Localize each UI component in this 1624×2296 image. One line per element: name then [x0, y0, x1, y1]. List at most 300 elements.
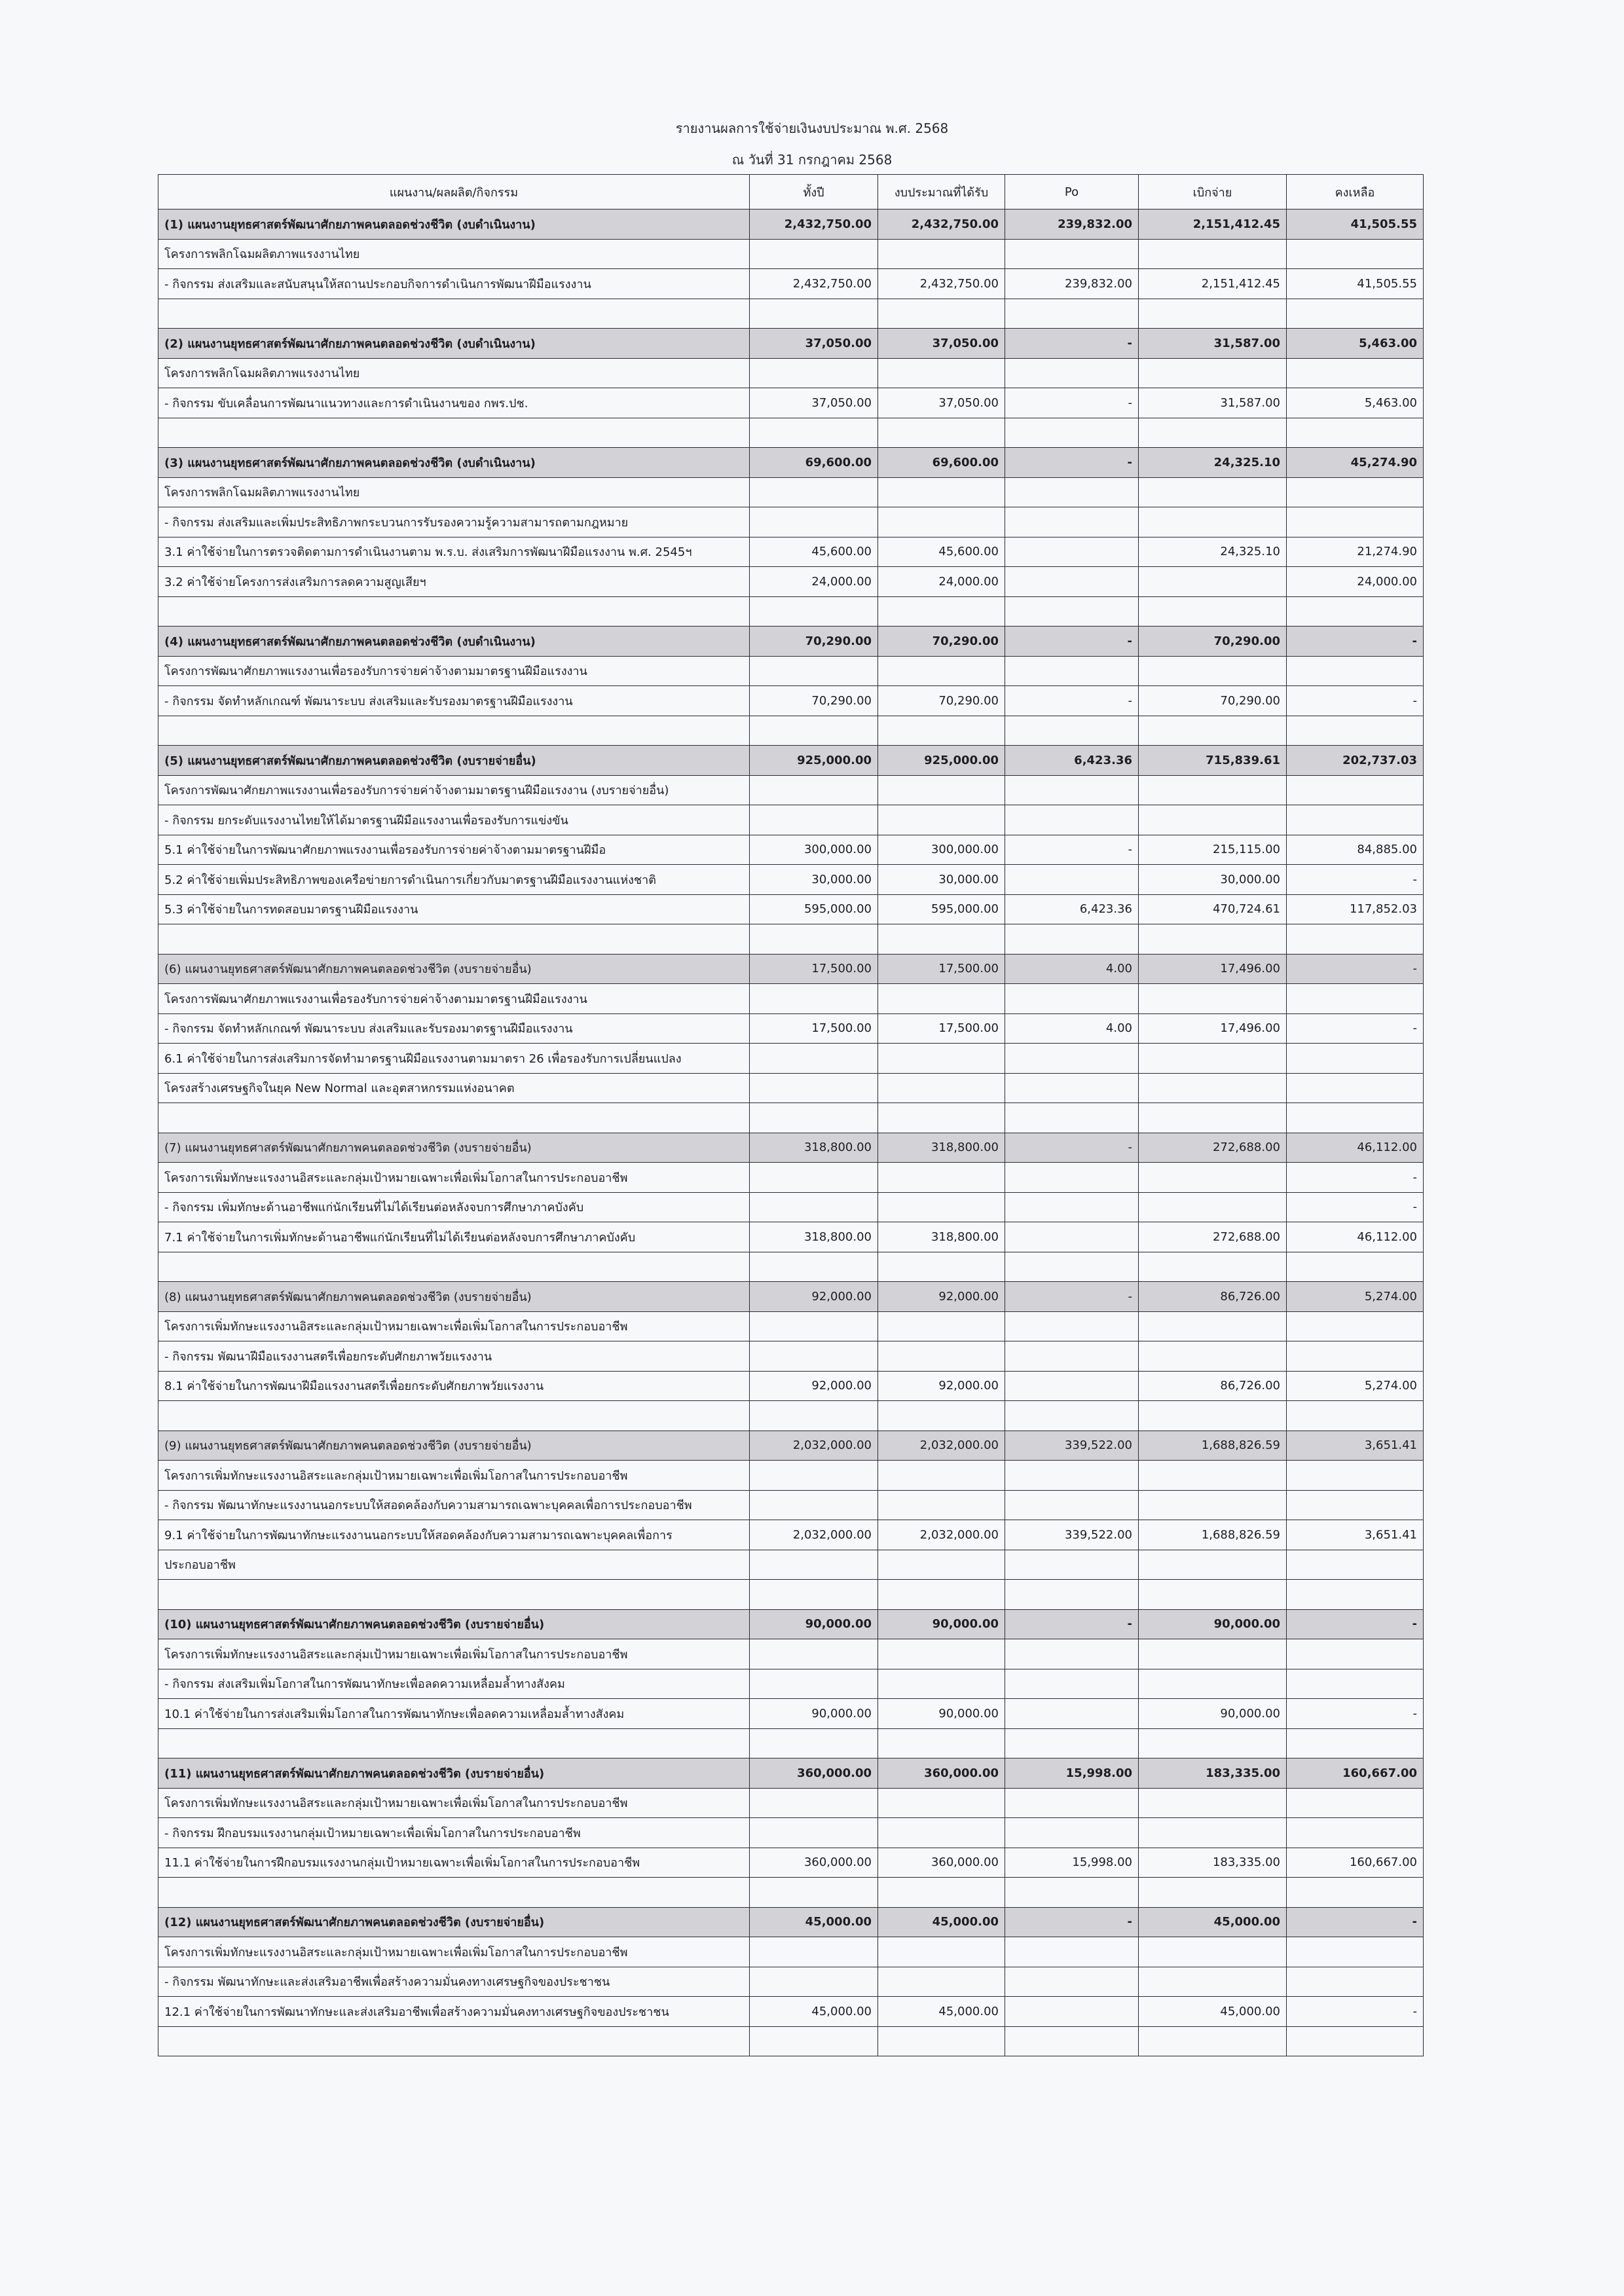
allocated-cell: 17,500.00 — [878, 1013, 1005, 1044]
disbursed-cell — [1139, 716, 1287, 746]
remaining-cell: 41,505.55 — [1287, 269, 1424, 299]
allocated-cell — [878, 1967, 1005, 1997]
disbursed-cell: 17,496.00 — [1139, 1013, 1287, 1044]
allocated-cell — [878, 1818, 1005, 1848]
plan-cell: - กิจกรรม ส่งเสริมและเพิ่มประสิทธิภาพกระบวนการรับรองความรู้ความสามารถตามกฎหมาย — [158, 507, 750, 538]
plan-cell: (12) แผนงานยุทธศาสตร์พัฒนาศักยภาพคนตลอดช่วงชีวิต (งบรายจ่ายอื่น) — [158, 1907, 750, 1937]
allocated-cell — [878, 358, 1005, 388]
plan-cell: 5.2 ค่าใช้จ่ายเพิ่มประสิทธิภาพของเครือข่ายการดำเนินการเกี่ยวกับมาตรฐานฝีมือแรงงานแห่งชาติ — [158, 865, 750, 895]
po-cell — [1005, 1788, 1139, 1818]
annual-cell: 90,000.00 — [750, 1699, 878, 1729]
annual-cell: 45,000.00 — [750, 1997, 878, 2027]
disbursed-cell — [1139, 1103, 1287, 1133]
plan-cell: - กิจกรรม พัฒนาทักษะแรงงานนอกระบบให้สอดคล้องกับความสามารถเฉพาะบุคคลเพื่อการประกอบอาชีพ — [158, 1490, 750, 1520]
allocated-cell: 90,000.00 — [878, 1609, 1005, 1639]
remaining-cell — [1287, 1103, 1424, 1133]
table-row — [158, 239, 1424, 269]
annual-cell: 595,000.00 — [750, 894, 878, 924]
table-row-blank — [158, 1728, 1424, 1758]
table-row-blank — [158, 418, 1424, 448]
remaining-cell: 117,852.03 — [1287, 894, 1424, 924]
remaining-cell — [1287, 1639, 1424, 1669]
annual-cell — [750, 507, 878, 538]
allocated-cell — [878, 1461, 1005, 1491]
annual-cell — [750, 239, 878, 269]
annual-cell: 318,800.00 — [750, 1222, 878, 1252]
annual-cell: 17,500.00 — [750, 954, 878, 984]
annual-cell — [750, 1937, 878, 1967]
disbursed-cell — [1139, 2026, 1287, 2056]
remaining-cell: 5,274.00 — [1287, 1371, 1424, 1401]
table-row — [158, 210, 1424, 240]
allocated-cell: 318,800.00 — [878, 1133, 1005, 1163]
table-row — [158, 1044, 1424, 1074]
remaining-cell — [1287, 1252, 1424, 1282]
allocated-cell: 92,000.00 — [878, 1282, 1005, 1312]
po-cell: 4.00 — [1005, 954, 1139, 984]
po-cell — [1005, 1728, 1139, 1758]
annual-cell — [750, 1252, 878, 1282]
disbursed-cell — [1139, 1461, 1287, 1491]
table-row — [158, 1311, 1424, 1341]
header-allocated: งบประมาณที่ได้รับ — [878, 175, 1005, 210]
annual-cell — [750, 418, 878, 448]
table-row — [158, 1163, 1424, 1193]
disbursed-cell: 715,839.61 — [1139, 746, 1287, 776]
disbursed-cell — [1139, 984, 1287, 1014]
allocated-cell — [878, 1937, 1005, 1967]
po-cell: - — [1005, 1907, 1139, 1937]
allocated-cell — [878, 477, 1005, 507]
po-cell — [1005, 1044, 1139, 1074]
disbursed-cell: 215,115.00 — [1139, 835, 1287, 865]
po-cell — [1005, 1103, 1139, 1133]
allocated-cell: 90,000.00 — [878, 1699, 1005, 1729]
plan-cell: โครงการเพิ่มทักษะแรงงานอิสระและกลุ่มเป้าหมายเฉพาะเพื่อเพิ่มโอกาสในการประกอบอาชีพ — [158, 1163, 750, 1193]
po-cell — [1005, 1073, 1139, 1103]
disbursed-cell — [1139, 656, 1287, 686]
table-row — [158, 1013, 1424, 1044]
allocated-cell: 360,000.00 — [878, 1758, 1005, 1789]
table-row — [158, 388, 1424, 418]
disbursed-cell — [1139, 1341, 1287, 1372]
table-row — [158, 537, 1424, 567]
remaining-cell: 84,885.00 — [1287, 835, 1424, 865]
remaining-cell: - — [1287, 1907, 1424, 1937]
disbursed-cell — [1139, 1311, 1287, 1341]
table-row — [158, 1133, 1424, 1163]
annual-cell — [750, 1818, 878, 1848]
annual-cell: 17,500.00 — [750, 1013, 878, 1044]
table-row-blank — [158, 1401, 1424, 1431]
disbursed-cell — [1139, 1967, 1287, 1997]
annual-cell — [750, 1550, 878, 1580]
table-row — [158, 1371, 1424, 1401]
table-row — [158, 865, 1424, 895]
remaining-cell — [1287, 984, 1424, 1014]
table-body — [158, 210, 1424, 2056]
remaining-cell: - — [1287, 686, 1424, 716]
po-cell — [1005, 865, 1139, 895]
remaining-cell: - — [1287, 627, 1424, 657]
table-row — [158, 1341, 1424, 1372]
plan-cell: 8.1 ค่าใช้จ่ายในการพัฒนาฝีมือแรงงานสตรีเพื่อยกระดับศักยภาพวัยแรงงาน — [158, 1371, 750, 1401]
annual-cell — [750, 1401, 878, 1431]
annual-cell — [750, 1878, 878, 1908]
plan-cell: - กิจกรรม ยกระดับแรงงานไทยให้ได้มาตรฐานฝีมือแรงงานเพื่อรองรับการแข่งขัน — [158, 805, 750, 835]
plan-cell: (9) แผนงานยุทธศาสตร์พัฒนาศักยภาพคนตลอดช่วงชีวิต (งบรายจ่ายอื่น) — [158, 1430, 750, 1461]
table-row — [158, 1430, 1424, 1461]
annual-cell — [750, 2026, 878, 2056]
disbursed-cell — [1139, 358, 1287, 388]
annual-cell — [750, 1788, 878, 1818]
disbursed-cell: 31,587.00 — [1139, 388, 1287, 418]
table-row — [158, 1639, 1424, 1669]
po-cell: 339,522.00 — [1005, 1430, 1139, 1461]
plan-cell — [158, 1728, 750, 1758]
header-disbursed: เบิกจ่าย — [1139, 175, 1287, 210]
remaining-cell — [1287, 1728, 1424, 1758]
remaining-cell — [1287, 1669, 1424, 1699]
disbursed-cell — [1139, 1163, 1287, 1193]
allocated-cell: 318,800.00 — [878, 1222, 1005, 1252]
allocated-cell: 2,432,750.00 — [878, 210, 1005, 240]
plan-cell: โครงสร้างเศรษฐกิจในยุค New Normal และอุตสาหกรรมแห่งอนาคต — [158, 1073, 750, 1103]
table-row — [158, 984, 1424, 1014]
plan-cell: - กิจกรรม พัฒนาทักษะและส่งเสริมอาชีพเพื่อสร้างความมั่นคงทางเศรษฐกิจของประชาชน — [158, 1967, 750, 1997]
table-row-blank — [158, 924, 1424, 955]
po-cell — [1005, 1252, 1139, 1282]
remaining-cell: 24,000.00 — [1287, 567, 1424, 597]
po-cell — [1005, 1669, 1139, 1699]
annual-cell: 24,000.00 — [750, 567, 878, 597]
allocated-cell — [878, 1490, 1005, 1520]
po-cell — [1005, 1550, 1139, 1580]
annual-cell: 92,000.00 — [750, 1371, 878, 1401]
remaining-cell: 21,274.90 — [1287, 537, 1424, 567]
remaining-cell: - — [1287, 1192, 1424, 1222]
po-cell — [1005, 1163, 1139, 1193]
plan-cell: (8) แผนงานยุทธศาสตร์พัฒนาศักยภาพคนตลอดช่วงชีวิต (งบรายจ่ายอื่น) — [158, 1282, 750, 1312]
disbursed-cell: 86,726.00 — [1139, 1282, 1287, 1312]
allocated-cell — [878, 1669, 1005, 1699]
table-row-blank — [158, 1252, 1424, 1282]
po-cell — [1005, 1580, 1139, 1610]
allocated-cell — [878, 1311, 1005, 1341]
disbursed-cell — [1139, 1878, 1287, 1908]
po-cell — [1005, 984, 1139, 1014]
annual-cell — [750, 1490, 878, 1520]
annual-cell: 360,000.00 — [750, 1758, 878, 1789]
annual-cell: 360,000.00 — [750, 1848, 878, 1878]
annual-cell — [750, 299, 878, 329]
allocated-cell — [878, 239, 1005, 269]
table-row — [158, 775, 1424, 805]
plan-cell — [158, 2026, 750, 2056]
allocated-cell: 37,050.00 — [878, 329, 1005, 359]
po-cell — [1005, 805, 1139, 835]
table-row — [158, 686, 1424, 716]
plan-cell: - กิจกรรม เพิ่มทักษะด้านอาชีพแก่นักเรียนที่ไม่ได้เรียนต่อหลังจบการศึกษาภาคบังคับ — [158, 1192, 750, 1222]
plan-cell: - กิจกรรม ฝึกอบรมแรงงานกลุ่มเป้าหมายเฉพาะเพื่อเพิ่มโอกาสในการประกอบอาชีพ — [158, 1818, 750, 1848]
po-cell — [1005, 299, 1139, 329]
plan-cell: 3.2 ค่าใช้จ่ายโครงการส่งเสริมการลดความสูญเสียฯ — [158, 567, 750, 597]
disbursed-cell — [1139, 805, 1287, 835]
allocated-cell: 2,432,750.00 — [878, 269, 1005, 299]
table-row — [158, 1818, 1424, 1848]
allocated-cell: 24,000.00 — [878, 567, 1005, 597]
annual-cell — [750, 1192, 878, 1222]
plan-cell: 7.1 ค่าใช้จ่ายในการเพิ่มทักษะด้านอาชีพแก่นักเรียนที่ไม่ได้เรียนต่อหลังจบการศึกษาภาคบังคับ — [158, 1222, 750, 1252]
allocated-cell — [878, 507, 1005, 538]
annual-cell: 92,000.00 — [750, 1282, 878, 1312]
table-header-row — [158, 175, 1424, 210]
disbursed-cell — [1139, 477, 1287, 507]
po-cell — [1005, 1997, 1139, 2027]
po-cell: - — [1005, 1133, 1139, 1163]
disbursed-cell — [1139, 1639, 1287, 1669]
disbursed-cell: 17,496.00 — [1139, 954, 1287, 984]
disbursed-cell — [1139, 418, 1287, 448]
plan-cell: (1) แผนงานยุทธศาสตร์พัฒนาศักยภาพคนตลอดช่วงชีวิต (งบดำเนินงาน) — [158, 210, 750, 240]
annual-cell — [750, 984, 878, 1014]
annual-cell: 2,432,750.00 — [750, 269, 878, 299]
po-cell: 15,998.00 — [1005, 1758, 1139, 1789]
po-cell: - — [1005, 1609, 1139, 1639]
disbursed-cell: 1,688,826.59 — [1139, 1520, 1287, 1550]
allocated-cell — [878, 1788, 1005, 1818]
disbursed-cell — [1139, 1788, 1287, 1818]
allocated-cell: 70,290.00 — [878, 627, 1005, 657]
po-cell: 4.00 — [1005, 1013, 1139, 1044]
allocated-cell: 595,000.00 — [878, 894, 1005, 924]
allocated-cell: 360,000.00 — [878, 1848, 1005, 1878]
disbursed-cell: 272,688.00 — [1139, 1222, 1287, 1252]
disbursed-cell — [1139, 299, 1287, 329]
disbursed-cell — [1139, 1818, 1287, 1848]
allocated-cell — [878, 2026, 1005, 2056]
po-cell — [1005, 1490, 1139, 1520]
remaining-cell — [1287, 1550, 1424, 1580]
remaining-cell — [1287, 1073, 1424, 1103]
table-row — [158, 746, 1424, 776]
plan-cell: 5.3 ค่าใช้จ่ายในการทดสอบมาตรฐานฝีมือแรงงาน — [158, 894, 750, 924]
disbursed-cell: 70,290.00 — [1139, 686, 1287, 716]
po-cell — [1005, 775, 1139, 805]
table-row-blank — [158, 1878, 1424, 1908]
annual-cell — [750, 596, 878, 627]
annual-cell: 925,000.00 — [750, 746, 878, 776]
disbursed-cell: 45,000.00 — [1139, 1907, 1287, 1937]
plan-cell: โครงการเพิ่มทักษะแรงงานอิสระและกลุ่มเป้าหมายเฉพาะเพื่อเพิ่มโอกาสในการประกอบอาชีพ — [158, 1639, 750, 1669]
po-cell — [1005, 1639, 1139, 1669]
table-row — [158, 1669, 1424, 1699]
table-row-blank — [158, 1103, 1424, 1133]
disbursed-cell: 45,000.00 — [1139, 1997, 1287, 2027]
table-row — [158, 627, 1424, 657]
annual-cell — [750, 358, 878, 388]
plan-cell: 12.1 ค่าใช้จ่ายในการพัฒนาทักษะและส่งเสริมอาชีพเพื่อสร้างความมั่นคงทางเศรษฐกิจของประชาชน — [158, 1997, 750, 2027]
plan-cell — [158, 1878, 750, 1908]
annual-cell — [750, 1341, 878, 1372]
po-cell — [1005, 716, 1139, 746]
annual-cell — [750, 477, 878, 507]
annual-cell: 318,800.00 — [750, 1133, 878, 1163]
table-row — [158, 1758, 1424, 1789]
po-cell — [1005, 567, 1139, 597]
po-cell: - — [1005, 627, 1139, 657]
table-row — [158, 894, 1424, 924]
po-cell — [1005, 1937, 1139, 1967]
remaining-cell — [1287, 299, 1424, 329]
table-row — [158, 1461, 1424, 1491]
disbursed-cell — [1139, 1550, 1287, 1580]
disbursed-cell: 24,325.10 — [1139, 537, 1287, 567]
annual-cell — [750, 805, 878, 835]
allocated-cell: 45,600.00 — [878, 537, 1005, 567]
remaining-cell — [1287, 1044, 1424, 1074]
table-row — [158, 1520, 1424, 1550]
annual-cell: 2,032,000.00 — [750, 1520, 878, 1550]
remaining-cell: 5,274.00 — [1287, 1282, 1424, 1312]
allocated-cell — [878, 1878, 1005, 1908]
remaining-cell — [1287, 477, 1424, 507]
allocated-cell — [878, 596, 1005, 627]
po-cell: 6,423.36 — [1005, 894, 1139, 924]
remaining-cell — [1287, 1311, 1424, 1341]
remaining-cell — [1287, 805, 1424, 835]
remaining-cell — [1287, 596, 1424, 627]
table-row-blank — [158, 716, 1424, 746]
remaining-cell: - — [1287, 1013, 1424, 1044]
plan-cell: (2) แผนงานยุทธศาสตร์พัฒนาศักยภาพคนตลอดช่วงชีวิต (งบดำเนินงาน) — [158, 329, 750, 359]
allocated-cell — [878, 656, 1005, 686]
annual-cell — [750, 656, 878, 686]
disbursed-cell — [1139, 1580, 1287, 1610]
disbursed-cell — [1139, 1490, 1287, 1520]
plan-cell: โครงการพัฒนาศักยภาพแรงงานเพื่อรองรับการจ่ายค่าจ้างตามมาตรฐานฝีมือแรงงาน (งบรายจ่ายอื่น) — [158, 775, 750, 805]
annual-cell: 37,050.00 — [750, 329, 878, 359]
plan-cell: - กิจกรรม พัฒนาฝีมือแรงงานสตรีเพื่อยกระดับศักยภาพวัยแรงงาน — [158, 1341, 750, 1372]
annual-cell — [750, 1669, 878, 1699]
allocated-cell — [878, 1580, 1005, 1610]
plan-cell: โครงการเพิ่มทักษะแรงงานอิสระและกลุ่มเป้าหมายเฉพาะเพื่อเพิ่มโอกาสในการประกอบอาชีพ — [158, 1788, 750, 1818]
remaining-cell — [1287, 358, 1424, 388]
remaining-cell: - — [1287, 1163, 1424, 1193]
disbursed-cell: 70,290.00 — [1139, 627, 1287, 657]
remaining-cell: 160,667.00 — [1287, 1758, 1424, 1789]
disbursed-cell: 470,724.61 — [1139, 894, 1287, 924]
table-row — [158, 358, 1424, 388]
remaining-cell — [1287, 2026, 1424, 2056]
plan-cell: โครงการเพิ่มทักษะแรงงานอิสระและกลุ่มเป้าหมายเฉพาะเพื่อเพิ่มโอกาสในการประกอบอาชีพ — [158, 1311, 750, 1341]
table-row — [158, 448, 1424, 478]
plan-cell: โครงการพลิกโฉมผลิตภาพแรงงานไทย — [158, 239, 750, 269]
annual-cell — [750, 924, 878, 955]
plan-cell: (5) แผนงานยุทธศาสตร์พัฒนาศักยภาพคนตลอดช่วงชีวิต (งบรายจ่ายอื่น) — [158, 746, 750, 776]
annual-cell — [750, 775, 878, 805]
plan-cell: (7) แผนงานยุทธศาสตร์พัฒนาศักยภาพคนตลอดช่วงชีวิต (งบรายจ่ายอื่น) — [158, 1133, 750, 1163]
po-cell — [1005, 1401, 1139, 1431]
po-cell — [1005, 537, 1139, 567]
remaining-cell — [1287, 1937, 1424, 1967]
allocated-cell: 300,000.00 — [878, 835, 1005, 865]
table-row — [158, 656, 1424, 686]
plan-cell: 5.1 ค่าใช้จ่ายในการพัฒนาศักยภาพแรงงานเพื่อรองรับการจ่ายค่าจ้างตามมาตรฐานฝีมือ — [158, 835, 750, 865]
remaining-cell: 46,112.00 — [1287, 1222, 1424, 1252]
remaining-cell — [1287, 1461, 1424, 1491]
allocated-cell: 2,032,000.00 — [878, 1430, 1005, 1461]
disbursed-cell: 90,000.00 — [1139, 1699, 1287, 1729]
annual-cell: 2,032,000.00 — [750, 1430, 878, 1461]
plan-cell: โครงการเพิ่มทักษะแรงงานอิสระและกลุ่มเป้าหมายเฉพาะเพื่อเพิ่มโอกาสในการประกอบอาชีพ — [158, 1937, 750, 1967]
po-cell — [1005, 596, 1139, 627]
table-row — [158, 1073, 1424, 1103]
report-date: ณ วันที่ 31 กรกฎาคม 2568 — [731, 152, 893, 168]
plan-cell — [158, 924, 750, 955]
plan-cell — [158, 716, 750, 746]
table-row — [158, 1550, 1424, 1580]
annual-cell — [750, 1639, 878, 1669]
table-row-blank — [158, 299, 1424, 329]
allocated-cell — [878, 1103, 1005, 1133]
header-annual: ทั้งปี — [750, 175, 878, 210]
table-row — [158, 269, 1424, 299]
po-cell — [1005, 1371, 1139, 1401]
annual-cell — [750, 1044, 878, 1074]
remaining-cell: - — [1287, 1699, 1424, 1729]
plan-cell: 3.1 ค่าใช้จ่ายในการตรวจติดตามการดำเนินงานตาม พ.ร.บ. ส่งเสริมการพัฒนาฝีมือแรงงาน พ.ศ. 2545ฯ — [158, 537, 750, 567]
plan-cell: ประกอบอาชีพ — [158, 1550, 750, 1580]
annual-cell — [750, 716, 878, 746]
allocated-cell — [878, 1044, 1005, 1074]
disbursed-cell — [1139, 507, 1287, 538]
table-row — [158, 1997, 1424, 2027]
table-row — [158, 1967, 1424, 1997]
disbursed-cell — [1139, 1044, 1287, 1074]
allocated-cell: 925,000.00 — [878, 746, 1005, 776]
table-row — [158, 805, 1424, 835]
annual-cell: 37,050.00 — [750, 388, 878, 418]
plan-cell: - กิจกรรม ส่งเสริมและสนับสนุนให้สถานประกอบกิจการดำเนินการพัฒนาฝีมือแรงงาน — [158, 269, 750, 299]
remaining-cell: 5,463.00 — [1287, 388, 1424, 418]
plan-cell: 9.1 ค่าใช้จ่ายในการพัฒนาทักษะแรงงานนอกระบบให้สอดคล้องกับความสามารถเฉพาะบุคคลเพื่อการ — [158, 1520, 750, 1550]
disbursed-cell — [1139, 1669, 1287, 1699]
po-cell: 339,522.00 — [1005, 1520, 1139, 1550]
po-cell — [1005, 656, 1139, 686]
table-row — [158, 1788, 1424, 1818]
po-cell — [1005, 1878, 1139, 1908]
po-cell: - — [1005, 835, 1139, 865]
allocated-cell — [878, 775, 1005, 805]
annual-cell — [750, 1461, 878, 1491]
po-cell — [1005, 2026, 1139, 2056]
remaining-cell: - — [1287, 954, 1424, 984]
remaining-cell — [1287, 1401, 1424, 1431]
plan-cell: โครงการเพิ่มทักษะแรงงานอิสระและกลุ่มเป้าหมายเฉพาะเพื่อเพิ่มโอกาสในการประกอบอาชีพ — [158, 1461, 750, 1491]
annual-cell: 300,000.00 — [750, 835, 878, 865]
remaining-cell — [1287, 1788, 1424, 1818]
remaining-cell — [1287, 716, 1424, 746]
table-row-blank — [158, 596, 1424, 627]
plan-cell: โครงการพลิกโฉมผลิตภาพแรงงานไทย — [158, 358, 750, 388]
table-row — [158, 1699, 1424, 1729]
table-row — [158, 1490, 1424, 1520]
annual-cell — [750, 1967, 878, 1997]
table-row — [158, 835, 1424, 865]
table-row — [158, 329, 1424, 359]
po-cell: 6,423.36 — [1005, 746, 1139, 776]
